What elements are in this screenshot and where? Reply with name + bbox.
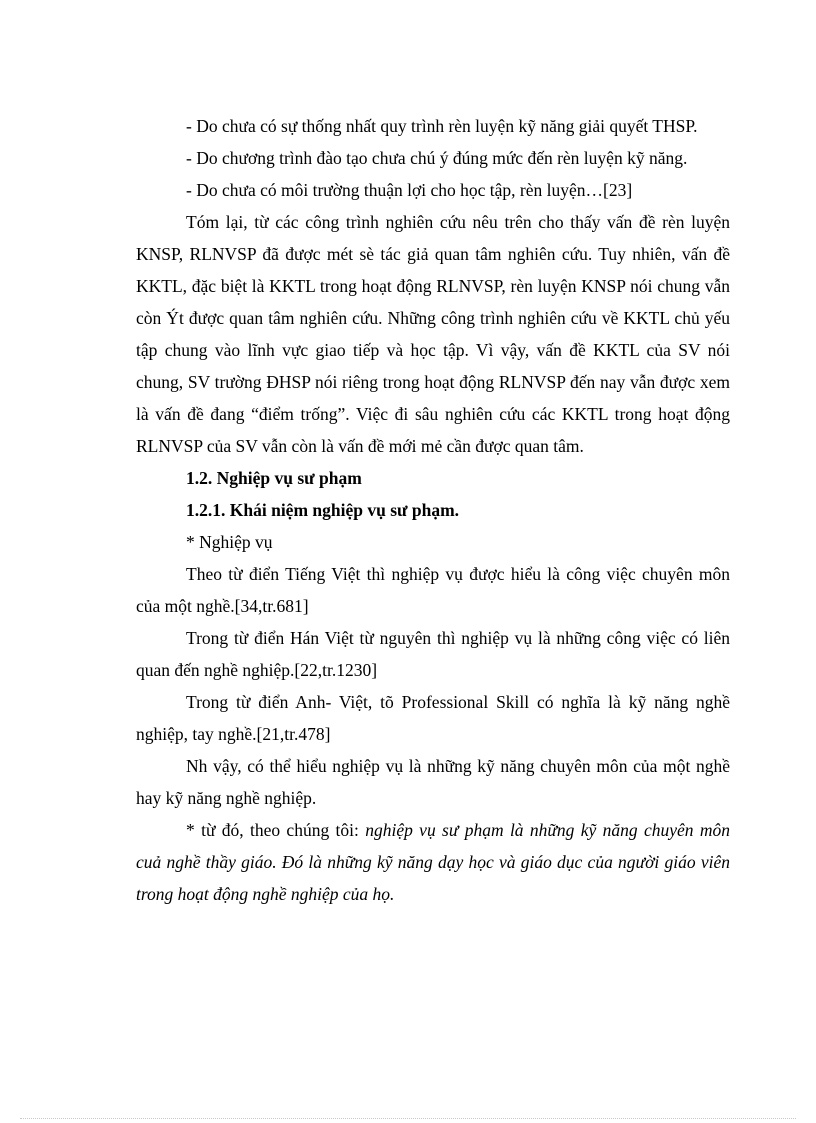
paragraph-definition-tieng-viet: Theo từ điển Tiếng Việt thì nghiệp vụ được hiểu là công việc chuyên môn của một nghề.[34,tr.681] [136,564,730,616]
paragraph-reason-1: - Do chưa có sự thống nhất quy trình rèn luyện kỹ năng giải quyết THSP. [186,116,698,136]
paragraph-definition-han-viet: Trong từ điển Hán Việt từ nguyên thì nghiệp vụ là những công việc có liên quan đến nghề nghiệp.[22,tr.1230] [136,628,730,680]
page-bottom-divider [20,1118,796,1119]
paragraph-reason-2: - Do chương trình đào tạo chưa chú ý đúng mức đến rèn luyện kỹ năng. [186,148,688,168]
paragraph-conclusion: Nh vậy, có thể hiểu nghiệp vụ là những kỹ năng chuyên môn của một nghề hay kỹ năng nghề nghiệp. [136,756,730,808]
paragraph-definition-anh-viet: Trong từ điển Anh- Việt, tõ Professional Skill có nghĩa là kỹ năng nghề nghiệp, tay nghề.[21,tr.478] [136,692,730,744]
final-italic-definition: nghiệp vụ sư phạm là những kỹ năng chuyên môn cuả nghề thầy giáo. Đó là những kỹ năng dạy học và giáo dục của người giáo viên trong hoạt động nghề nghiệp của họ. [136,820,730,904]
paragraph-definition-final [136,814,730,910]
paragraph-nghiep-vu-label: * Nghiệp vụ [186,532,273,552]
section-heading-1-2: 1.2. Nghiệp vụ sư phạm [186,468,362,488]
document-page [136,110,730,910]
section-heading-1-2-1: 1.2.1. Khái niệm nghiệp vụ sư phạm. [186,500,460,520]
paragraph-summary: Tóm lại, từ các công trình nghiên cứu nêu trên cho thấy vấn đề rèn luyện KNSP, RLNVSP đã được mét sè tác giả quan tâm nghiên cứu. Tuy nhiên, vấn đề KKTL, đặc biệt là KKTL trong hoạt động RLNVSP, rèn luyện KNSP nói chung vẫn còn Ýt được quan tâm nghiên cứu. Những công trình nghiên cứu về KKTL chủ yếu tập chung vào lĩnh vực giao tiếp và học tập. Vì vậy, vấn đề KKTL của SV nói chung, SV trường ĐHSP nói riêng trong hoạt động RLNVSP đến nay vẫn được xem là vấn đề đang “điểm trống”. Việc đi sâu nghiên cứu các KKTL trong hoạt động RLNVSP của SV vẫn còn là vấn đề mới mẻ cần được quan tâm. [136,212,730,456]
final-prefix: * từ đó, theo chúng tôi: [186,820,366,840]
paragraph-reason-3: - Do chưa có môi trường thuận lợi cho học tập, rèn luyện…[23] [186,180,633,200]
